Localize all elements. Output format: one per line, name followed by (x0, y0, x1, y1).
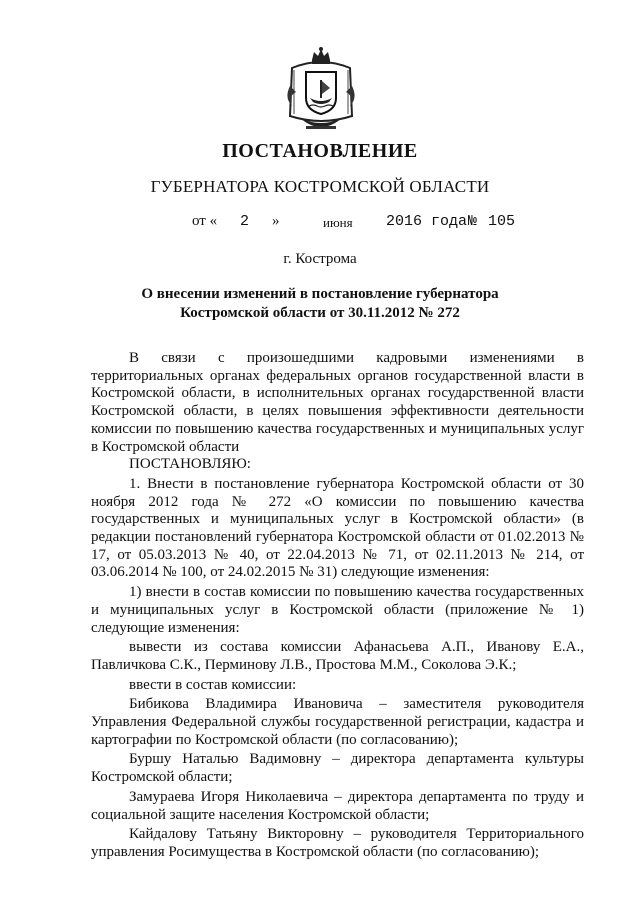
document-body (91, 350, 584, 862)
resolve-paragraph: ПОСТАНОВЛЯЮ: (129, 456, 251, 473)
subject-line-2: Костромской области от 30.11.2012 № 272 (180, 305, 460, 321)
member-paragraph: Замураева Игоря Николаевича – директора департамента по труду и социальной защите населения Костромской области; (91, 788, 584, 823)
member-paragraph: Бибикова Владимира Ивановича – заместителя руководителя Управления Федеральной службы государственной регистрации, кадастра и картографии по Костромской области (по согласованию); (91, 696, 584, 748)
date-prefix: от « (192, 213, 218, 229)
date-line (0, 213, 640, 235)
clause-1-paragraph: 1. Внести в постановление губернатора Костромской области от 30 ноября 2012 года № 272 «О комиссии по повышению качества государственных и муниципальных услуг в Костромской области» (в редакции постановлений губернатора Костромской области от 01.02.2013 № 17, от 05.03.2013 № 40, от 22.04.2013 № 71, от 02.11.2013 № 214, от 03.06.2014 № 100, от 24.02.2015 № 31) следующие изменения: (91, 475, 584, 581)
date-close-quote: » (272, 213, 280, 229)
preamble-paragraph: В связи с произошедшими кадровыми изменениями в территориальных органах федеральных органов государственной власти в Костромской области, в исполнительных органах государственной власти Костромской области, в целях повышения эффективности деятельности комиссии по повышению качества государственных и муниципальных услуг в Костромской области (91, 350, 584, 455)
issuer-title: ГУБЕРНАТОРА КОСТРОМСКОЙ ОБЛАСТИ (150, 177, 490, 196)
add-members-paragraph: ввести в состав комиссии: (129, 676, 297, 693)
subclause-1-paragraph: 1) внести в состав комиссии по повышению качества государственных и муниципальных услуг в Костромской области (приложение № 1) следующие изменения: (91, 584, 584, 636)
subject-heading (0, 285, 640, 323)
date-day: 2 (240, 213, 250, 230)
city-line: г. Кострома (283, 251, 357, 267)
remove-members-paragraph: вывести из состава комиссии Афанасьева А.П., Иванову Е.А., Павличкова С.К., Перминову Л.В., Простова М.М., Соколова Э.К.; (91, 639, 584, 673)
date-month: июня (323, 215, 353, 230)
subject-line-1: О внесении изменений в постановление губернатора (141, 286, 499, 302)
member-paragraph: Кайдалову Татьяну Викторовну – руководителя Территориального управления Росимущества в Костромской области (по согласованию); (91, 826, 584, 860)
number-sign: № (468, 213, 478, 230)
member-paragraph: Буршу Наталью Вадимовну – директора департамента культуры Костромской области; (91, 751, 584, 786)
document-number: 105 (488, 213, 516, 230)
date-year: 2016 года (386, 213, 468, 230)
kostroma-coat-of-arms-icon (286, 46, 356, 134)
document-title: ПОСТАНОВЛЕНИЕ (222, 140, 418, 162)
